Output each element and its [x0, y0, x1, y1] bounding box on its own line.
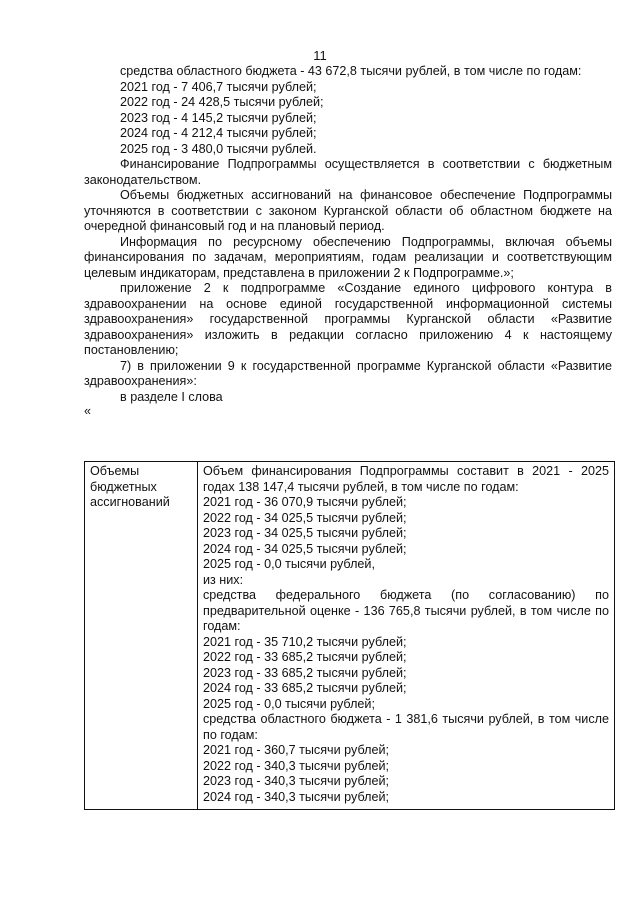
table-line: 2021 год - 36 070,9 тысячи рублей;	[203, 495, 407, 509]
paragraph-financing: Финансирование Подпрограммы осуществляется в соответствии с бюджетным законодательством.	[84, 157, 612, 187]
year-line-2023: 2023 год - 4 145,2 тысячи рублей;	[120, 110, 317, 125]
table-line: 2021 год - 360,7 тысячи рублей;	[203, 743, 389, 757]
year-line-2021: 2021 год - 7 406,7 тысячи рублей;	[120, 79, 317, 94]
table-line: 2022 год - 340,3 тысячи рублей;	[203, 758, 389, 773]
paragraph-resource-info: Информация по ресурсному обеспечению Подпрограммы, включая объемы финансирования по задачам, мероприятиям, годам реализации и соответствующим целевым индикаторам, представлена в приложении 2 к Подпрограмме.»;	[84, 234, 612, 280]
paragraph-appendix-2: приложение 2 к подпрограмме «Создание единого цифрового контура в здравоохранении на основе единой государственной информационной системы здравоохранения» государственной программы Курганской области «Развитие здравоохранения» изложить в редакции согласно приложению 4 к настоящему постановлению;	[84, 281, 612, 357]
paragraph-regional-budget: средства областного бюджета - 43 672,8 тысячи рублей, в том числе по годам:	[120, 64, 582, 78]
paragraph-budget-allocations: Объемы бюджетных ассигнований на финансовое обеспечение Подпрограммы уточняются в соответствии с законом Курганской области об областном бюджете на очередной финансовый год и на плановый период.	[84, 188, 612, 233]
table-line: 2022 год - 33 685,2 тысячи рублей;	[203, 650, 407, 664]
table-line: 2023 год - 33 685,2 тысячи рублей;	[203, 665, 407, 680]
year-line-2022: 2022 год - 24 428,5 тысячи рублей;	[120, 95, 324, 109]
table-line: Объем финансирования Подпрограммы составит в 2021 - 2025 годах 138 147,4 тысячи рублей, в том числе по годам:	[203, 464, 609, 494]
page-number: 11	[313, 48, 327, 63]
table-line: средства федерального бюджета (по согласованию) по предварительной оценке - 136 765,8 тысячи рублей, в том числе по годам:	[203, 588, 609, 633]
table-line: 2024 год - 340,3 тысячи рублей;	[203, 789, 389, 804]
table-line: из них:	[203, 572, 244, 587]
table-line: 2023 год - 34 025,5 тысячи рублей;	[203, 526, 407, 540]
table-line: средства областного бюджета - 1 381,6 тысячи рублей, в том числе по годам:	[203, 712, 609, 742]
paragraph-section-1: в разделе I слова	[120, 389, 223, 404]
table-line: 2021 год - 35 710,2 тысячи рублей;	[203, 634, 407, 649]
year-line-2025: 2025 год - 3 480,0 тысячи рублей.	[120, 141, 317, 156]
table-line: 2024 год - 34 025,5 тысячи рублей;	[203, 541, 407, 556]
year-line-2024: 2024 год - 4 212,4 тысячи рублей;	[120, 126, 317, 140]
table-row	[85, 462, 615, 810]
opening-quote: «	[84, 404, 92, 418]
funding-table	[84, 461, 615, 810]
table-line: 2022 год - 34 025,5 тысячи рублей;	[203, 510, 407, 525]
body-text	[84, 64, 612, 417]
table-line: 2025 год - 0,0 тысячи рублей,	[203, 557, 375, 571]
table-line: 2024 год - 33 685,2 тысячи рублей;	[203, 681, 407, 695]
table-line: 2023 год - 340,3 тысячи рублей;	[203, 774, 389, 788]
table-line: 2025 год - 0,0 тысячи рублей;	[203, 696, 375, 711]
table-content-cell	[198, 462, 615, 810]
paragraph-item-7: 7) в приложении 9 к государственной программе Курганской области «Развитие здравоохранения»:	[84, 358, 612, 388]
table-label-cell: Объемы бюджетных ассигнований	[85, 462, 198, 810]
